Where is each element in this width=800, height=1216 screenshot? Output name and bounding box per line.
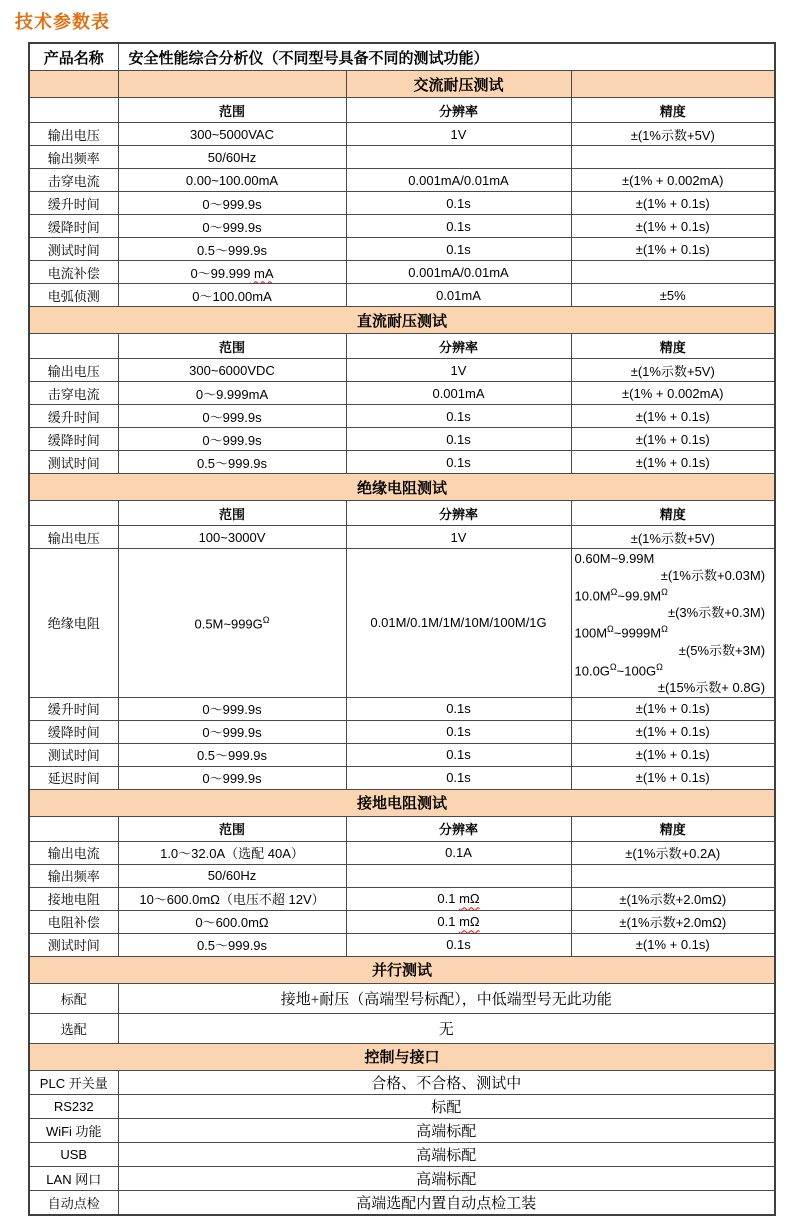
colhead-empty xyxy=(29,816,118,841)
colhead-resolution: 分辨率 xyxy=(346,334,571,359)
product-name-label: 产品名称 xyxy=(29,43,118,71)
resolution-cell: 1V xyxy=(346,359,571,382)
range-cell: 10～600.0mΩ（电压不超 12V） xyxy=(118,887,346,910)
spec-table xyxy=(28,42,776,1216)
resolution-cell: 0.01M/0.1M/1M/10M/100M/1G xyxy=(346,549,571,698)
accuracy-cell: ±(1% + 0.1s) xyxy=(571,766,775,789)
resolution-cell: 0.1s xyxy=(346,933,571,956)
resolution-cell: 0.1s xyxy=(346,697,571,720)
superscript-unit: Ω xyxy=(656,661,663,672)
superscript-unit: Ω xyxy=(610,587,618,597)
range-cell: 0～999.9s xyxy=(118,697,346,720)
range-cell: $0.5M\sim 999G^\Omega$ xyxy=(118,549,346,698)
row-label-cell: 接地电阻 xyxy=(29,887,118,910)
column-header-row xyxy=(29,334,775,359)
row-label-cell: LAN 网口 xyxy=(29,1166,118,1190)
accuracy-cell: ±(1%示数+2.0mΩ) xyxy=(571,910,775,933)
row-value-cell: 高端选配内置自动点检工装 xyxy=(118,1190,775,1215)
spellcheck-underline: mΩ xyxy=(459,914,480,930)
accuracy-line: $10.0G^\Omega\sim 100G^\Omega$ xyxy=(574,661,663,678)
resolution-cell: 0.001mA/0.01mA xyxy=(346,261,571,284)
product-row xyxy=(29,43,775,71)
range-cell: 0～100.00mA xyxy=(118,284,346,307)
row-value-cell: 标配 xyxy=(118,1094,775,1118)
resolution-cell: 0.1s xyxy=(346,238,571,261)
row-label-cell: 输出电压 xyxy=(29,123,118,146)
range-cell: 0.5～999.9s xyxy=(118,238,346,261)
spellcheck-underline: mA xyxy=(250,265,274,281)
table-row xyxy=(29,169,775,192)
column-header-row xyxy=(29,501,775,526)
row-value-cell: 无 xyxy=(118,1013,775,1043)
range-cell: 0～999.9s xyxy=(118,192,346,215)
accuracy-cell: ±(1%示数+2.0mΩ) xyxy=(571,887,775,910)
table-row xyxy=(29,1118,775,1142)
range-cell: 0.00~100.00mA xyxy=(118,169,346,192)
column-header-row xyxy=(29,816,775,841)
range-cell: 0～999.9s xyxy=(118,720,346,743)
range-cell: 0.5～999.9s xyxy=(118,933,346,956)
superscript-unit: Ω xyxy=(262,614,270,625)
table-row xyxy=(29,192,775,215)
range-cell: 1.0～32.0A（选配 40A） xyxy=(118,841,346,864)
range-cell: 100~3000V xyxy=(118,526,346,549)
row-label-cell: USB xyxy=(29,1142,118,1166)
accuracy-cell: ±(1%示数+5V) xyxy=(571,123,775,146)
row-value-cell: 高端标配 xyxy=(118,1118,775,1142)
section-title-row xyxy=(29,789,775,816)
accuracy-cell: ±(1% + 0.1s) xyxy=(571,933,775,956)
section-fill-cell xyxy=(571,71,775,98)
row-label-cell: 缓升时间 xyxy=(29,192,118,215)
section-fill-cell xyxy=(118,71,346,98)
accuracy-line: ±(15%示数+ 0.8G) xyxy=(657,679,766,695)
range-cell: 0.5～999.9s xyxy=(118,451,346,474)
table-row xyxy=(29,841,775,864)
table-row xyxy=(29,382,775,405)
table-row xyxy=(29,983,775,1013)
spec-table-body xyxy=(29,43,775,1215)
range-cell: 0～999.9s xyxy=(118,215,346,238)
row-label-cell: 缓降时间 xyxy=(29,428,118,451)
accuracy-line: 0.60M~9.99M xyxy=(574,551,655,566)
accuracy-cell: ±(1% + 0.1s) xyxy=(571,451,775,474)
resolution-cell: 0.1s xyxy=(346,428,571,451)
row-label-cell: 缓降时间 xyxy=(29,215,118,238)
accuracy-cell: ±(1% + 0.1s) xyxy=(571,697,775,720)
row-label-cell: RS232 xyxy=(29,1094,118,1118)
table-row xyxy=(29,1166,775,1190)
accuracy-line: ±(1%示数+0.03M) xyxy=(660,568,766,583)
resolution-cell: 0.001mA xyxy=(346,382,571,405)
row-label-cell: 输出电流 xyxy=(29,841,118,864)
table-row xyxy=(29,526,775,549)
row-label-cell: 选配 xyxy=(29,1013,118,1043)
range-cell: 300~5000VAC xyxy=(118,123,346,146)
resolution-cell: 0.1s xyxy=(346,743,571,766)
superscript-unit: Ω xyxy=(661,624,668,635)
section-title: 交流耐压测试 xyxy=(346,71,571,98)
table-row xyxy=(29,405,775,428)
table-row xyxy=(29,549,775,698)
table-row xyxy=(29,284,775,307)
superscript-unit: Ω xyxy=(661,587,668,597)
colhead-accuracy: 精度 xyxy=(571,816,775,841)
resolution-cell: 0.1s xyxy=(346,451,571,474)
colhead-range: 范围 xyxy=(118,501,346,526)
table-row xyxy=(29,1070,775,1094)
accuracy-cell: ±(1% + 0.1s) xyxy=(571,720,775,743)
table-row xyxy=(29,933,775,956)
colhead-empty xyxy=(29,501,118,526)
section-title-row xyxy=(29,1043,775,1070)
resolution-cell: 1V xyxy=(346,123,571,146)
table-row xyxy=(29,864,775,887)
row-value-cell: 合格、不合格、测试中 xyxy=(118,1070,775,1094)
accuracy-cell: ±(1% + 0.1s) xyxy=(571,743,775,766)
row-label-cell: 测试时间 xyxy=(29,238,118,261)
section-title: 控制与接口 xyxy=(29,1043,775,1070)
resolution-cell: 0.1s xyxy=(346,766,571,789)
resolution-cell: 1V xyxy=(346,526,571,549)
row-label-cell: 延迟时间 xyxy=(29,766,118,789)
spellcheck-underline: mΩ xyxy=(459,891,480,907)
resolution-cell: 0.1s xyxy=(346,215,571,238)
table-row xyxy=(29,428,775,451)
accuracy-cell xyxy=(571,549,775,698)
row-label-cell: 击穿电流 xyxy=(29,382,118,405)
accuracy-cell: ±(1% + 0.1s) xyxy=(571,238,775,261)
product-name-value: 安全性能综合分析仪（不同型号具备不同的测试功能） xyxy=(118,43,775,71)
section-title: 绝缘电阻测试 xyxy=(29,474,775,501)
table-row xyxy=(29,238,775,261)
range-cell: 0.5～999.9s xyxy=(118,743,346,766)
row-label-cell: 电阻补偿 xyxy=(29,910,118,933)
row-label-cell: PLC 开关量 xyxy=(29,1070,118,1094)
row-label-cell: 绝缘电阻 xyxy=(29,549,118,698)
resolution-cell: 0.1 mΩ xyxy=(346,910,571,933)
range-cell: 0～999.9s xyxy=(118,766,346,789)
section-title: 直流耐压测试 xyxy=(29,307,775,334)
accuracy-line: ±(5%示数+3M) xyxy=(678,642,766,658)
accuracy-cell xyxy=(571,261,775,284)
range-cell: 0～9.999mA xyxy=(118,382,346,405)
table-row xyxy=(29,720,775,743)
row-label-cell: 输出频率 xyxy=(29,864,118,887)
row-value-cell: 接地+耐压（高端型号标配），中低端型号无此功能 xyxy=(118,983,775,1013)
row-label-cell: 输出电压 xyxy=(29,359,118,382)
colhead-empty xyxy=(29,334,118,359)
accuracy-cell: ±(1% + 0.002mA) xyxy=(571,382,775,405)
row-value-cell: 高端标配 xyxy=(118,1142,775,1166)
table-row xyxy=(29,451,775,474)
resolution-cell: 0.1s xyxy=(346,720,571,743)
superscript-unit: Ω xyxy=(609,661,617,672)
range-cell: 0～999.9s xyxy=(118,405,346,428)
table-row xyxy=(29,697,775,720)
table-row xyxy=(29,1142,775,1166)
colhead-resolution: 分辨率 xyxy=(346,816,571,841)
colhead-accuracy: 精度 xyxy=(571,334,775,359)
resolution-cell: 0.1 mΩ xyxy=(346,887,571,910)
colhead-resolution: 分辨率 xyxy=(346,98,571,123)
row-value-cell: 高端标配 xyxy=(118,1166,775,1190)
section-fill-cell xyxy=(29,71,118,98)
section-title: 接地电阻测试 xyxy=(29,789,775,816)
table-row xyxy=(29,1094,775,1118)
accuracy-cell: ±(1%示数+0.2A) xyxy=(571,841,775,864)
colhead-range: 范围 xyxy=(118,816,346,841)
colhead-range: 范围 xyxy=(118,98,346,123)
row-label-cell: 自动点检 xyxy=(29,1190,118,1215)
row-label-cell: 标配 xyxy=(29,983,118,1013)
row-label-cell: 输出电压 xyxy=(29,526,118,549)
section-title-row xyxy=(29,71,775,98)
range-cell: 0～99.999 mA xyxy=(118,261,346,284)
accuracy-line: $100M^\Omega\sim 9999M^\Omega$ xyxy=(574,624,668,641)
colhead-range: 范围 xyxy=(118,334,346,359)
section-title-row xyxy=(29,474,775,501)
range-cell: 50/60Hz xyxy=(118,146,346,169)
row-label-cell: 缓升时间 xyxy=(29,405,118,428)
table-row xyxy=(29,359,775,382)
resolution-cell: 0.01mA xyxy=(346,284,571,307)
table-row xyxy=(29,910,775,933)
accuracy-cell: ±(1%示数+5V) xyxy=(571,359,775,382)
accuracy-cell: ±(1% + 0.002mA) xyxy=(571,169,775,192)
table-row xyxy=(29,1013,775,1043)
table-row xyxy=(29,215,775,238)
resolution-cell: 0.1s xyxy=(346,405,571,428)
row-label-cell: 电弧侦测 xyxy=(29,284,118,307)
superscript-unit: Ω xyxy=(607,624,614,635)
row-label-cell: 测试时间 xyxy=(29,451,118,474)
table-row xyxy=(29,743,775,766)
resolution-cell: 0.001mA/0.01mA xyxy=(346,169,571,192)
accuracy-cell: ±(1% + 0.1s) xyxy=(571,192,775,215)
table-row xyxy=(29,766,775,789)
resolution-cell: 0.1s xyxy=(346,192,571,215)
row-label-cell: 电流补偿 xyxy=(29,261,118,284)
table-row xyxy=(29,123,775,146)
accuracy-line: $10.0M^\Omega\sim 99.9M^\Omega$ xyxy=(574,587,668,604)
column-header-row xyxy=(29,98,775,123)
table-row xyxy=(29,1190,775,1215)
page-title: 技术参数表 xyxy=(15,12,110,32)
range-cell: 50/60Hz xyxy=(118,864,346,887)
row-label-cell: 缓降时间 xyxy=(29,720,118,743)
row-label-cell: WiFi 功能 xyxy=(29,1118,118,1142)
colhead-resolution: 分辨率 xyxy=(346,501,571,526)
row-label-cell: 缓升时间 xyxy=(29,697,118,720)
section-title: 并行测试 xyxy=(29,956,775,983)
resolution-cell xyxy=(346,864,571,887)
row-label-cell: 测试时间 xyxy=(29,743,118,766)
accuracy-cell: ±5% xyxy=(571,284,775,307)
section-title-row xyxy=(29,307,775,334)
accuracy-line: ±(3%示数+0.3M) xyxy=(667,605,766,621)
row-label-cell: 击穿电流 xyxy=(29,169,118,192)
section-title-row xyxy=(29,956,775,983)
accuracy-cell xyxy=(571,146,775,169)
range-cell: 0～999.9s xyxy=(118,428,346,451)
row-label-cell: 测试时间 xyxy=(29,933,118,956)
range-cell: 300~6000VDC xyxy=(118,359,346,382)
accuracy-cell: ±(1% + 0.1s) xyxy=(571,428,775,451)
table-row xyxy=(29,146,775,169)
range-cell: 0～600.0mΩ xyxy=(118,910,346,933)
table-row xyxy=(29,261,775,284)
accuracy-cell xyxy=(571,864,775,887)
accuracy-cell: ±(1% + 0.1s) xyxy=(571,215,775,238)
table-row xyxy=(29,887,775,910)
resolution-cell: 0.1A xyxy=(346,841,571,864)
colhead-accuracy: 精度 xyxy=(571,98,775,123)
resolution-cell xyxy=(346,146,571,169)
accuracy-cell: ±(1%示数+5V) xyxy=(571,526,775,549)
row-label-cell: 输出频率 xyxy=(29,146,118,169)
colhead-accuracy: 精度 xyxy=(571,501,775,526)
colhead-empty xyxy=(29,98,118,123)
accuracy-cell: ±(1% + 0.1s) xyxy=(571,405,775,428)
